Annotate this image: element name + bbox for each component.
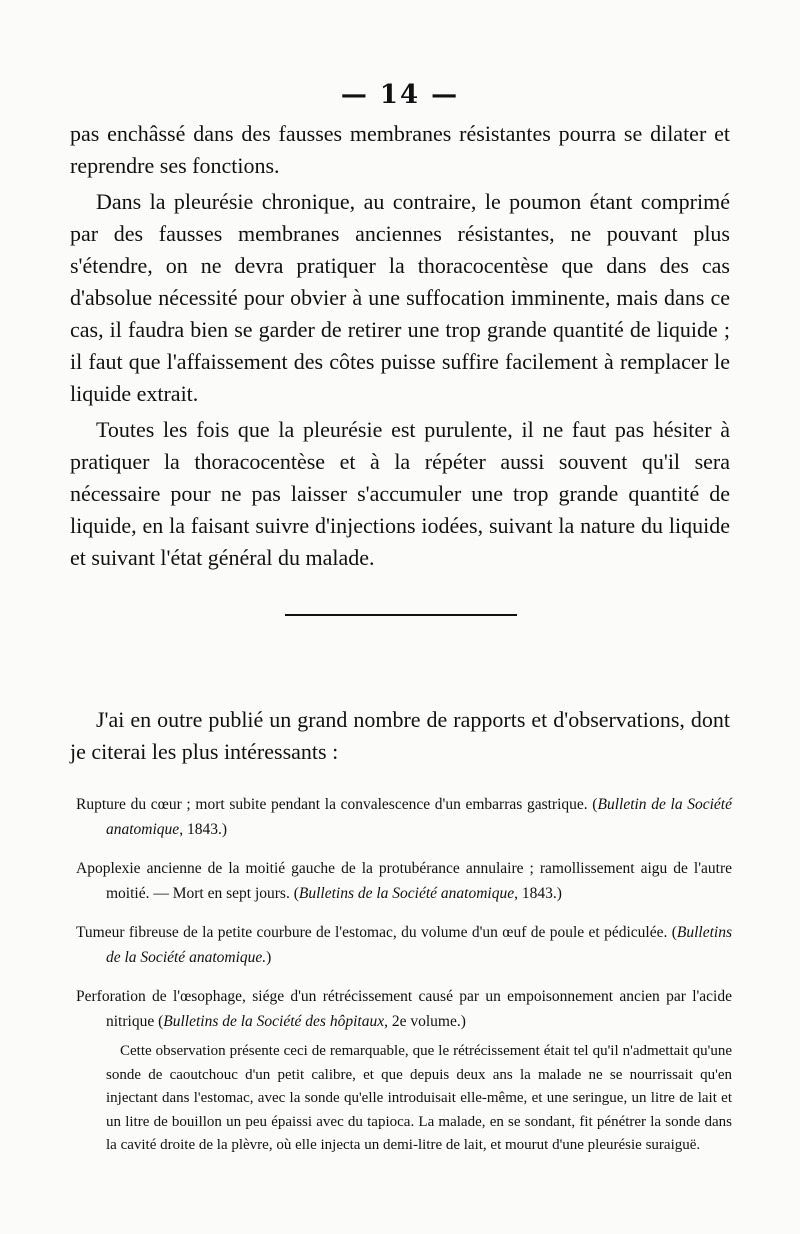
reference-source: Bulletins de la Société des hôpitaux bbox=[163, 1013, 385, 1030]
reference-item bbox=[76, 856, 732, 906]
reference-note: Cette observation présente ceci de remarquable, que le rétrécissement était tel qu'il n'admettait qu'une sonde de caoutchouc d'un petit calibre, et que depuis deux ans la malade ne se nourrissait qu'en injectant dans l'estomac, avec la sonde qu'elle introduisait elle-même, et une seringue, un litre de lait et un litre de bouillon un peu épaissi avec du tapioca. La malade, en se sondant, fit pénétrer la sonde dans la cavité droite de la plèvre, où elle injecta un demi-litre de lait, et mourut d'une pleurésie suraiguë. bbox=[106, 1043, 732, 1153]
main-text bbox=[70, 118, 730, 578]
page-number: — 14 — bbox=[340, 80, 460, 110]
reference-tail: ) bbox=[266, 949, 272, 966]
reference-item bbox=[76, 920, 732, 970]
reference-item bbox=[76, 792, 732, 842]
reference-text: Tumeur fibreuse de la petite courbure de l'estomac, du volume d'un œuf de poule et pédiculée. ( bbox=[76, 924, 677, 941]
reference-text: Perforation de l'œsophage, siége d'un rétrécissement causé par un empoisonnement ancien par l'acide nitrique ( bbox=[76, 988, 732, 1030]
reference-text: Apoplexie ancienne de la moitié gauche de la protubérance annulaire ; ramollissement aigu de l'autre moitié. — Mort en sept jours. ( bbox=[76, 860, 732, 902]
reference-tail: , 2e volume.) bbox=[384, 1013, 466, 1030]
reference-text: Rupture du cœur ; mort subite pendant la convalescence d'un embarras gastrique. ( bbox=[76, 796, 598, 813]
intro-paragraph: J'ai en outre publié un grand nombre de rapports et d'observations, dont je citerai les plus intéressants : bbox=[70, 707, 730, 764]
paragraph-3: Toutes les fois que la pleurésie est purulente, il ne faut pas hésiter à pratiquer la thoracocentèse et à la répéter aussi souvent qu'il sera nécessaire pour ne pas laisser s'accumuler une trop grande quantité de liquide, en la faisant suivre d'injections iodées, suivant la nature du liquide et suivant l'état général du malade. bbox=[70, 417, 730, 570]
reference-tail: , 1843.) bbox=[514, 885, 562, 902]
reference-item bbox=[76, 984, 732, 1034]
section-divider bbox=[285, 614, 517, 616]
paragraph-1: pas enchâssé dans des fausses membranes résistantes pourra se dilater et reprendre ses fonctions. bbox=[70, 121, 730, 178]
reference-source: Bulletins de la Société anatomique bbox=[298, 885, 515, 902]
reference-tail: , 1843.) bbox=[179, 821, 227, 838]
reference-source: Bulletins de la Société anatomique. bbox=[106, 924, 732, 966]
paragraph-2: Dans la pleurésie chronique, au contraire, le poumon étant comprimé par des fausses membranes anciennes résistantes, ne pouvant plus s'étendre, on ne devra pratiquer la thoracocentèse que dans des cas d'absolue nécessité pour obvier à une suffocation imminente, mais dans ce cas, il faudra bien se garder de retirer une trop grande quantité de liquide ; il faut que l'affaissement des côtes puisse suffire facilement à remplacer le liquide extrait. bbox=[70, 189, 730, 406]
reference-source: Bulletin de la Société anatomique bbox=[106, 796, 732, 838]
reference-list bbox=[76, 792, 732, 1158]
